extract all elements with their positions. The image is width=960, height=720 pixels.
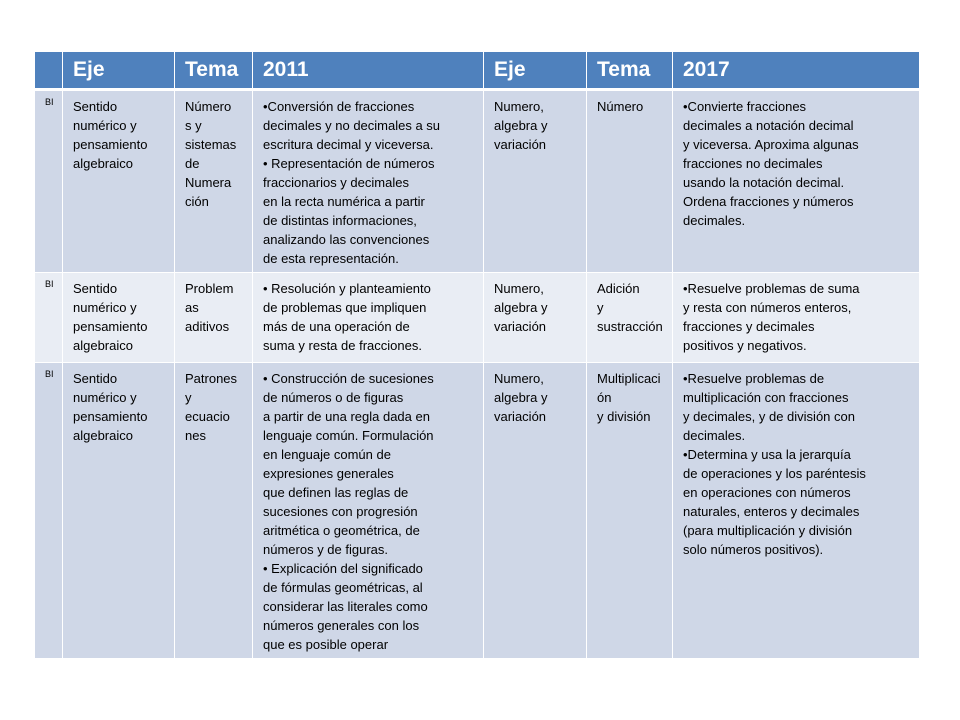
header-eje-2017: Eje <box>484 52 587 90</box>
content-2017-text: •Convierte fracciones decimales a notación decimal y viceversa. Aproxima algunas fracciones no decimales usando la notación decimal. Ordena fracciones y números decimales. <box>683 99 859 228</box>
tema-2017-text: Adición y sustracción <box>597 281 663 334</box>
content-2017-cell <box>673 273 920 363</box>
eje-2011-text: Sentido numérico y pensamiento algebraico <box>73 371 148 443</box>
tema-2017-text: Multiplicaci ón y división <box>597 371 661 424</box>
eje-2011-text: Sentido numérico y pensamiento algebraico <box>73 281 148 353</box>
header-row <box>35 52 920 90</box>
row-index-cell <box>35 90 63 273</box>
header-2017: 2017 <box>673 52 920 90</box>
row-index-label: BI <box>45 369 54 379</box>
eje-2017-cell <box>484 363 587 659</box>
table-row <box>35 90 920 273</box>
header-eje-2011: Eje <box>63 52 175 90</box>
content-2011-text: • Resolución y planteamiento de problemas que impliquen más de una operación de suma y resta de fracciones. <box>263 281 431 353</box>
eje-2011-cell <box>63 273 175 363</box>
curriculum-comparison-table <box>34 51 920 659</box>
eje-2017-cell <box>484 90 587 273</box>
tema-2011-cell <box>175 90 253 273</box>
row-index-cell <box>35 363 63 659</box>
row-index-label: BI <box>45 279 54 289</box>
eje-2011-text: Sentido numérico y pensamiento algebraico <box>73 99 148 171</box>
tema-2011-text: Número s y sistemas de Numera ción <box>185 99 237 209</box>
row-index-label: BI <box>45 97 54 107</box>
content-2011-cell <box>253 90 484 273</box>
content-2011-text: • Construcción de sucesiones de números o de figuras a partir de una regla dada en lenguaje común. Formulación en lenguaje común de expresiones generales que definen las reglas de sucesiones con progresión aritmética o geométrica, de números y de figuras. • Explicación del significado de fórmulas geométricas, al considerar las literales como números generales con los que es posible operar <box>263 371 434 652</box>
tema-2017-cell <box>587 90 673 273</box>
table-row <box>35 363 920 659</box>
tema-2011-text: Problem as aditivos <box>185 281 234 334</box>
content-2017-cell <box>673 90 920 273</box>
tema-2011-cell <box>175 273 253 363</box>
eje-2017-text: Numero, algebra y variación <box>494 371 548 424</box>
eje-2011-cell <box>63 363 175 659</box>
content-2011-text: •Conversión de fracciones decimales y no decimales a su escritura decimal y viceversa. • Representación de números fraccionarios y decimales en la recta numérica a partir de distintas informaciones, analizando las convenciones de esta representación. <box>263 99 441 266</box>
eje-2017-text: Numero, algebra y variación <box>494 99 548 152</box>
tema-2011-cell <box>175 363 253 659</box>
eje-2017-text: Numero, algebra y variación <box>494 281 548 334</box>
header-tema-2011: Tema <box>175 52 253 90</box>
table-row <box>35 273 920 363</box>
content-2017-text: •Resuelve problemas de multiplicación con fracciones y decimales, y de división con decimales. •Determina y usa la jerarquía de operaciones y los paréntesis en operaciones con números naturales, enteros y decimales (para multiplicación y división solo números positivos). <box>683 371 866 557</box>
content-2017-text: •Resuelve problemas de suma y resta con números enteros, fracciones y decimales positivos y negativos. <box>683 281 860 353</box>
eje-2017-cell <box>484 273 587 363</box>
row-index-cell <box>35 273 63 363</box>
tema-2017-text: Número <box>597 99 644 114</box>
content-2011-cell <box>253 273 484 363</box>
tema-2011-text: Patrones y ecuacio nes <box>185 371 238 443</box>
tema-2017-cell <box>587 273 673 363</box>
content-2011-cell <box>253 363 484 659</box>
header-tema-2017: Tema <box>587 52 673 90</box>
content-2017-cell <box>673 363 920 659</box>
eje-2011-cell <box>63 90 175 273</box>
header-index <box>35 52 63 90</box>
header-2011: 2011 <box>253 52 484 90</box>
tema-2017-cell <box>587 363 673 659</box>
